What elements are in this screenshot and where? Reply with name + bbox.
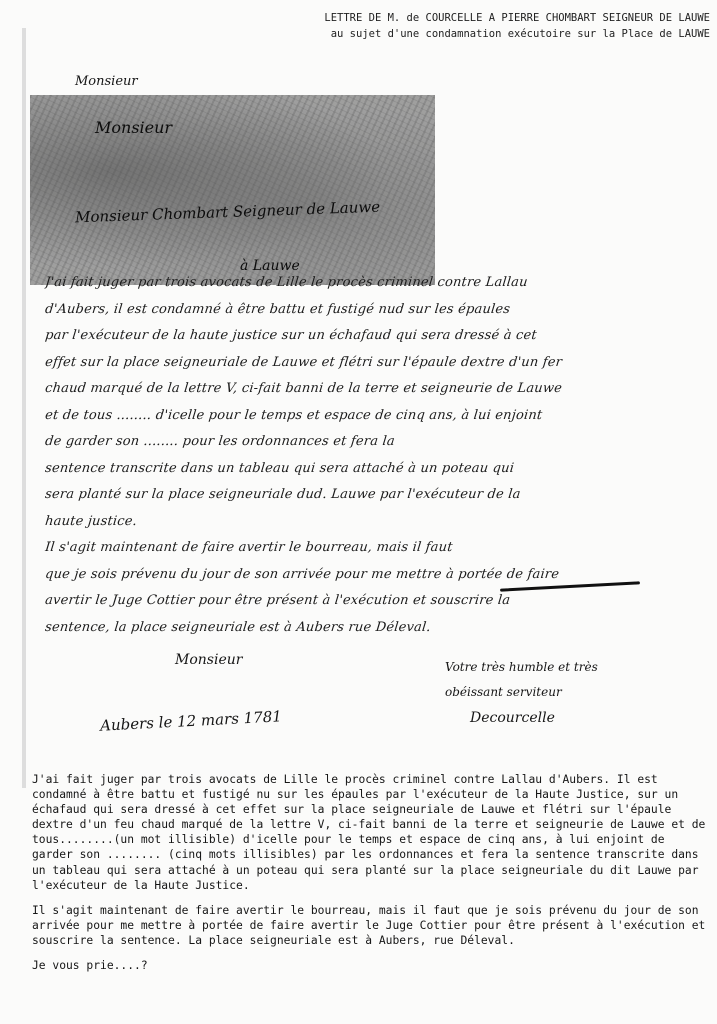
document-header	[150, 10, 710, 42]
typed-transcription	[32, 772, 712, 983]
handwritten-line: sera planté sur la place seigneuriale dud. Lauwe par l'exécuteur de la	[44, 487, 522, 502]
handwritten-line: haute justice.	[44, 513, 138, 529]
handwritten-line: que je sois prévenu du jour de son arrivée pour me mettre à portée de faire	[44, 566, 560, 582]
margin-shadow	[22, 28, 26, 788]
header-line-1: LETTRE DE M. de COURCELLE A PIERRE CHOMBART SEIGNEUR DE LAUWE	[324, 12, 710, 24]
handwritten-line: J'ai fait juger par trois avocats de Lille le procès criminel contre Lallau	[44, 275, 529, 290]
header-line-2: au sujet d'une condamnation exécutoire sur la Place de LAUWE	[330, 28, 710, 40]
handwritten-line: effet sur la place seigneuriale de Lauwe et flétri sur l'épaule dextre d'un fer	[44, 354, 563, 370]
address-line-3: à Lauwe	[240, 258, 300, 274]
transcription-paragraph-3: Je vous prie....?	[32, 959, 148, 973]
handwritten-line: sentence, la place seigneuriale est à Aubers rue Déleval.	[44, 619, 432, 635]
salutation-top: Monsieur	[75, 74, 138, 89]
closing-formula-2: obéissant serviteur	[445, 685, 562, 699]
place-date: Aubers le 12 mars 1781	[99, 707, 283, 735]
handwritten-line: chaud marqué de la lettre V, ci-fait banni de la terre et seigneurie de Lauwe	[44, 381, 563, 396]
handwritten-line: Il s'agit maintenant de faire avertir le bourreau, mais il faut	[44, 540, 454, 555]
address-line-2: Monsieur Chombart Seigneur de Lauwe	[74, 197, 381, 227]
handwritten-line: avertir le Juge Cottier pour être présent à l'exécution et souscrire la	[44, 593, 511, 608]
address-line-1: Monsieur	[95, 118, 173, 137]
handwritten-line: de garder son ........ pour les ordonnances et fera la	[44, 434, 396, 449]
handwritten-line: par l'exécuteur de la haute justice sur un échafaud qui sera dressé à cet	[44, 328, 538, 343]
handwritten-line: sentence transcrite dans un tableau qui sera attaché à un poteau qui	[44, 460, 515, 476]
handwritten-line: d'Aubers, il est condamné à être battu et fustigé nud sur les épaules	[44, 301, 511, 317]
handwritten-line: et de tous ........ d'icelle pour le temps et espace de cinq ans, à lui enjoint	[44, 407, 544, 423]
signature: Decourcelle	[470, 710, 555, 726]
closing-salutation: Monsieur	[175, 652, 243, 668]
closing-formula-1: Votre très humble et très	[445, 660, 598, 674]
address-block-image	[30, 95, 435, 285]
transcription-paragraph-2: Il s'agit maintenant de faire avertir le bourreau, mais il faut que je sois prévenu du jour de son arrivée pour me mettre à portée de faire avertir le Juge Cottier pour être présent à l'exécution et souscrire la sentence. La place seigneuriale est à Aubers, rue Déleval.	[32, 903, 713, 947]
transcription-paragraph-1: J'ai fait juger par trois avocats de Lille le procès criminel contre Lallau d'Aubers. Il est condamné à être battu et fustigé nu sur les épaules par l'exécuteur de la Haute Justice, sur un échafaud qui sera dressé à cet effet sur la place seigneuriale de Lauwe et flétri sur l'épaule dextre d'un feu chaud marqué de la lettre V, ci-fait banni de la terre et seigneurie de Lauwe et de tous........(un mot illisible) d'icelle pour le temps et espace de cinq ans, à lui enjoint de garder son ........ (cinq mots illisibles) par les ordonnances et fera la sentence transcrite dans un tableau qui sera attaché à un poteau qui sera planté sur la place seigneuriale du dit Lauwe par l'exécuteur de la Haute Justice.	[32, 773, 713, 892]
